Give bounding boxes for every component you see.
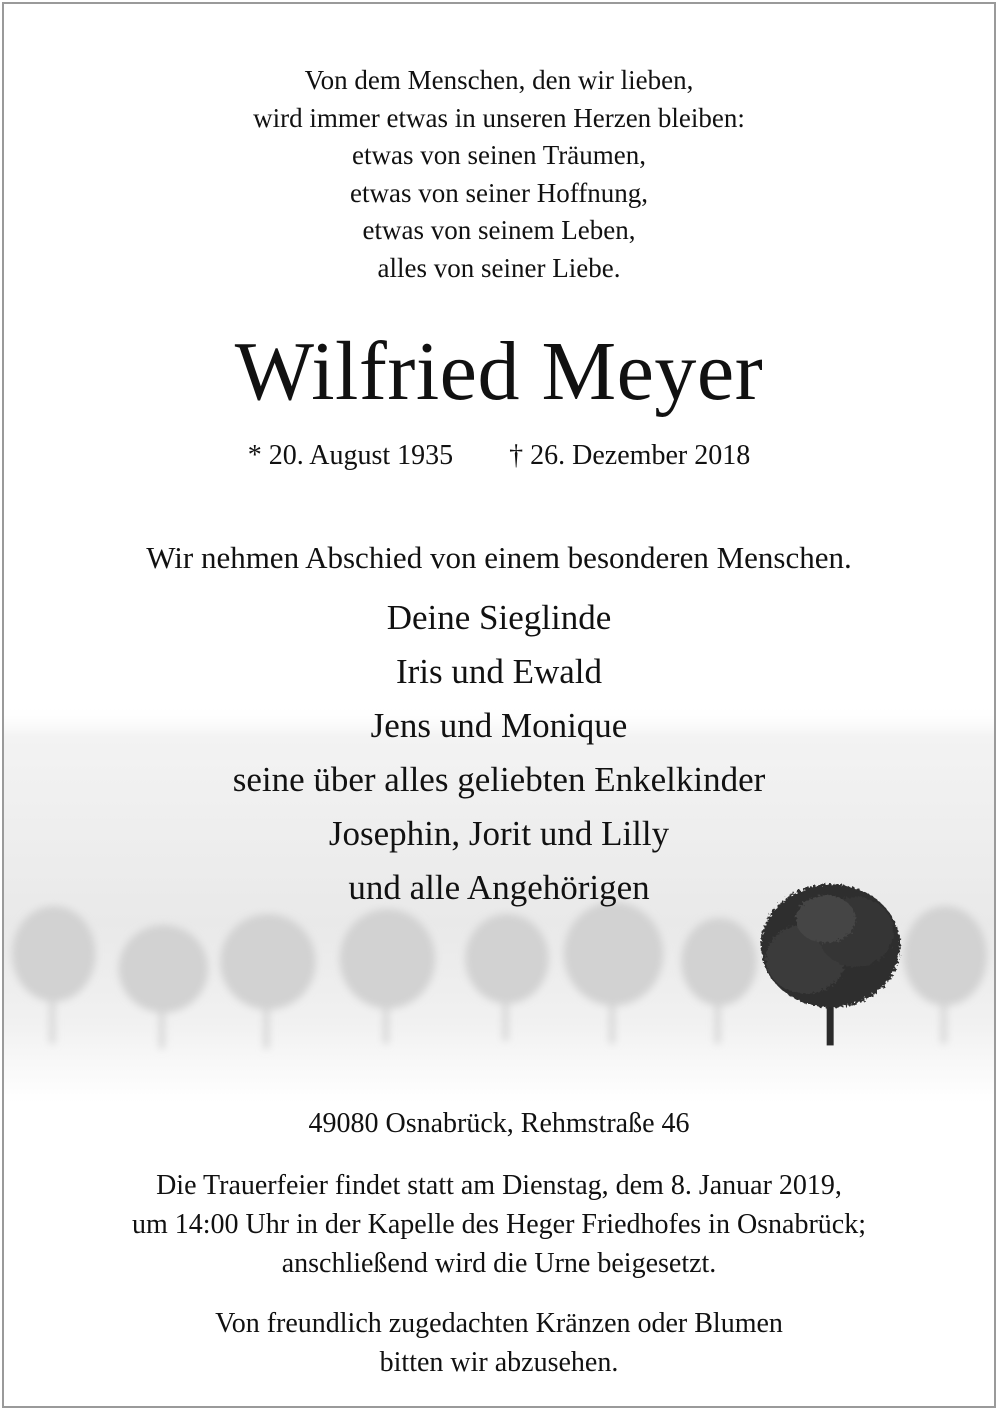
poem-line: etwas von seiner Hoffnung, bbox=[350, 177, 648, 208]
funeral-line: anschließend wird die Urne beigesetzt. bbox=[281, 1248, 717, 1279]
flowers-note bbox=[4, 1304, 994, 1382]
poem-line: Von dem Menschen, den wir lieben, bbox=[304, 65, 694, 95]
mourner-line: Jens und Monique bbox=[370, 706, 628, 745]
memorial-poem bbox=[4, 62, 994, 287]
flowers-line: Von freundlich zugedachten Kränzen oder Blumen bbox=[215, 1308, 783, 1339]
death-date: † 26. Dezember 2018 bbox=[509, 440, 751, 471]
farewell-line: Wir nehmen Abschied von einem besonderen Menschen. bbox=[146, 540, 852, 575]
flowers-line: bitten wir abzusehen. bbox=[379, 1347, 619, 1378]
life-dates bbox=[4, 436, 994, 476]
mourner-line: Josephin, Jorit und Lilly bbox=[328, 814, 670, 853]
deceased-name: Wilfried Meyer bbox=[234, 325, 764, 418]
poem-line: etwas von seinem Leben, bbox=[362, 215, 636, 245]
poem-line: wird immer etwas in unseren Herzen bleiben: bbox=[253, 102, 745, 133]
mourner-line: Deine Sieglinde bbox=[386, 598, 612, 637]
birth-date: * 20. August 1935 bbox=[247, 440, 454, 471]
poem-line: alles von seiner Liebe. bbox=[377, 252, 621, 283]
mourners-list bbox=[4, 591, 994, 915]
funeral-notice bbox=[4, 1166, 994, 1283]
funeral-line: um 14:00 Uhr in der Kapelle des Heger Friedhofes in Osnabrück; bbox=[131, 1209, 867, 1240]
mourner-line: und alle Angehörigen bbox=[348, 868, 650, 907]
mourner-line: seine über alles geliebten Enkelkinder bbox=[232, 760, 766, 799]
address-line: 49080 Osnabrück, Rehmstraße 46 bbox=[308, 1108, 690, 1139]
funeral-line: Die Trauerfeier findet statt am Dienstag, dem 8. Januar 2019, bbox=[156, 1170, 842, 1201]
poem-line: etwas von seinen Träumen, bbox=[352, 140, 646, 170]
mourner-line: Iris und Ewald bbox=[395, 652, 603, 691]
obituary-frame bbox=[2, 2, 996, 1408]
